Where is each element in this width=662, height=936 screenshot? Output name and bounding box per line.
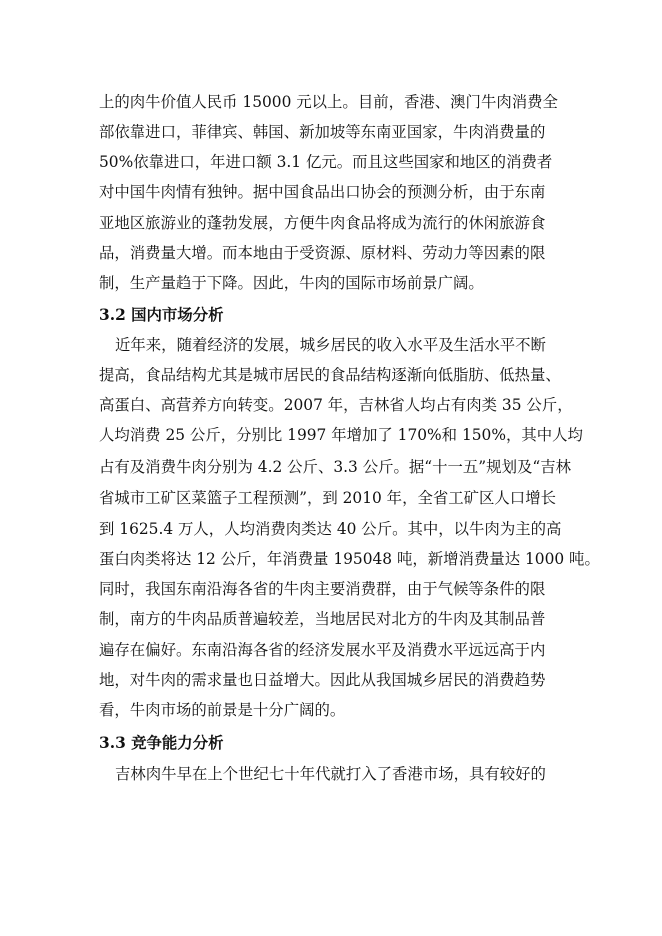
paragraph-line: 提高，食品结构尤其是城市居民的食品结构逐渐向低脂肪、低热量、 (99, 366, 561, 384)
paragraph-line: 50%依靠进口，年进口额 3.1 亿元。而且这些国家和地区的消费者 (99, 153, 553, 171)
paragraph-line: 看，牛肉市场的前景是十分广阔的。 (99, 701, 346, 719)
paragraph-line: 同时，我国东南沿海各省的牛肉主要消费群，由于气候等条件的限 (99, 580, 546, 598)
paragraph-line: 人均消费 25 公斤，分别比 1997 年增加了 170%和 150%，其中人均 (99, 426, 583, 444)
paragraph-line: 品，消费量大增。而本地由于受资源、原材料、劳动力等因素的限 (99, 244, 546, 262)
section-heading-3-2: 3.2 国内市场分析 (99, 306, 224, 324)
paragraph-line: 上的肉牛价值人民币 15000 元以上。目前，香港、澳门牛肉消费全 (99, 93, 558, 111)
paragraph-line: 占有及消费牛肉分别为 4.2 公斤、3.3 公斤。据“十一五”规划及“吉林 (99, 458, 571, 476)
section-heading-3-3: 3.3 竞争能力分析 (99, 734, 224, 752)
paragraph-line: 对中国牛肉情有独钟。据中国食品出口协会的预测分析，由于东南 (99, 183, 546, 201)
paragraph-line: 遍存在偏好。东南沿海各省的经济发展水平及消费水平远远高于内 (99, 641, 546, 659)
paragraph-line: 到 1625.4 万人，人均消费肉类达 40 公斤。其中，以牛肉为主的高 (99, 520, 562, 538)
paragraph-line: 蛋白肉类将达 12 公斤，年消费量 195048 吨，新增消费量达 1000 吨。 (99, 550, 600, 568)
paragraph-line: 制，生产量趋于下降。因此，牛肉的国际市场前景广阔。 (99, 274, 484, 292)
paragraph-line: 高蛋白、高营养方向转变。2007 年，吉林省人均占有肉类 35 公斤， (99, 396, 573, 414)
paragraph-line: 制，南方的牛肉品质普遍较差，当地居民对北方的牛肉及其制品普 (99, 610, 546, 628)
paragraph-line: 地，对牛肉的需求量也日益增大。因此从我国城乡居民的消费趋势 (99, 671, 546, 689)
paragraph-line: 近年来，随着经济的发展，城乡居民的收入水平及生活水平不断 (115, 336, 546, 354)
paragraph-line: 部依靠进口，菲律宾、韩国、新加坡等东南亚国家，牛肉消费量的 (99, 123, 546, 141)
paragraph-line: 省城市工矿区菜篮子工程预测”，到 2010 年，全省工矿区人口增长 (99, 489, 556, 507)
paragraph-line: 亚地区旅游业的蓬勃发展，方便牛肉食品将成为流行的休闲旅游食 (99, 214, 546, 232)
paragraph-line: 吉林肉牛早在上个世纪七十年代就打入了香港市场，具有较好的 (115, 765, 546, 783)
